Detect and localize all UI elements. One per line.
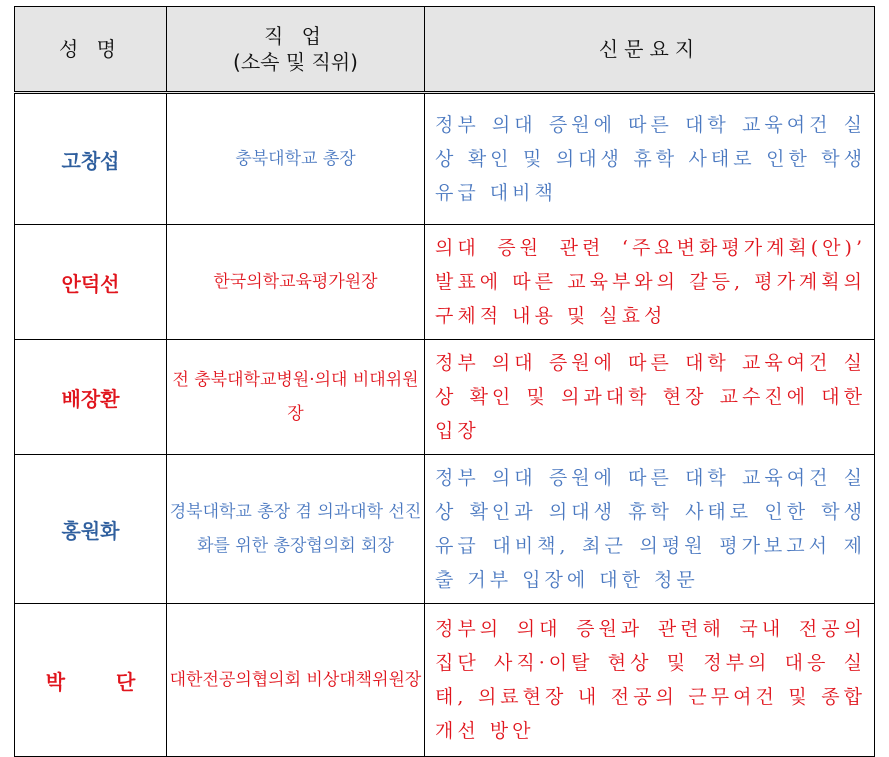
witness-name: 홍원화 <box>15 455 167 604</box>
hearing-gist: 의대 증원 관련 ‘주요변화평가계획(안)’ 발표에 따른 교육부와의 갈등, 평가계획의 구체적 내용 및 실효성 <box>425 225 875 340</box>
hearing-gist: 정부 의대 증원에 따른 대학 교육여건 실상 확인과 의대생 휴학 사태로 인한 학생 유급 대비책, 최근 의평원 평가보고서 제출 거부 입장에 대한 청문 <box>425 455 875 604</box>
hearing-gist: 정부의 의대 증원과 관련해 국내 전공의 집단 사직·이탈 현상 및 정부의 대응 실태, 의료현장 내 전공의 근무여건 및 종합개선 방안 <box>425 604 875 757</box>
table-row <box>15 455 875 604</box>
table-row <box>15 604 875 757</box>
hearing-gist: 정부 의대 증원에 따른 대학 교육여건 실상 확인 및 의과대학 현장 교수진에 대한 입장 <box>425 340 875 455</box>
witness-name: 배장환 <box>15 340 167 455</box>
header-job-line1: 직 업 <box>264 24 327 48</box>
header-name <box>15 7 167 93</box>
header-row <box>15 7 875 93</box>
witness-table <box>14 6 875 757</box>
table-row <box>15 340 875 455</box>
header-job-line2: (소속 및 직위) <box>233 50 358 74</box>
witness-job: 경북대학교 총장 겸 의과대학 선진화를 위한 총장협의회 회장 <box>167 455 425 604</box>
witness-name: 안덕선 <box>15 225 167 340</box>
witness-job: 한국의학교육평가원장 <box>167 225 425 340</box>
header-gist-label: 신문요지 <box>598 37 701 61</box>
witness-job: 충북대학교 총장 <box>167 93 425 225</box>
header-gist <box>425 7 875 93</box>
witness-job: 대한전공의협의회 비상대책위원장 <box>167 604 425 757</box>
witness-name <box>15 604 167 757</box>
hearing-gist: 정부 의대 증원에 따른 대학 교육여건 실상 확인 및 의대생 휴학 사태로 인한 학생 유급 대비책 <box>425 93 875 225</box>
witness-job: 전 충북대학교병원·의대 비대위원장 <box>167 340 425 455</box>
witness-name-label: 박 단 <box>45 669 158 694</box>
header-name-label: 성 명 <box>59 37 122 61</box>
hearing-table-container <box>14 6 874 757</box>
witness-name: 고창섭 <box>15 93 167 225</box>
table-row <box>15 93 875 225</box>
table-row <box>15 225 875 340</box>
header-job <box>167 7 425 93</box>
